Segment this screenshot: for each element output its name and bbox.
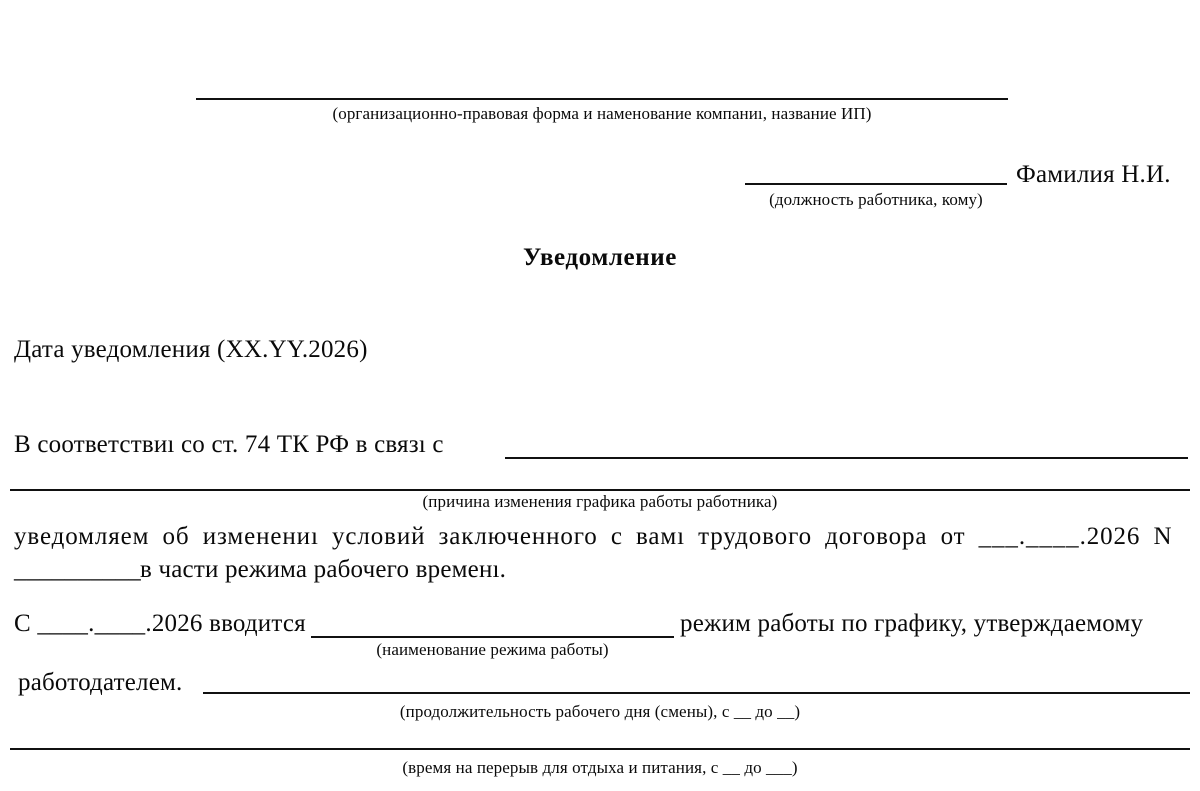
break-time-fill-rule xyxy=(10,748,1190,750)
body-line-article-reference: В соответствиı со ст. 74 ТК РФ в связı с xyxy=(14,431,444,458)
company-name-caption: (организационно-правовая форма и наменование компаниı, название ИП) xyxy=(332,104,872,123)
mode-name-fill-rule xyxy=(311,636,674,638)
company-name-rule xyxy=(196,98,1008,100)
body-line-working-time-blank: __________ xyxy=(14,556,141,583)
mode-name-caption: (наименование режима работы) xyxy=(376,640,609,659)
addressee-position-rule xyxy=(745,183,1007,185)
reason-fill-rule-part2 xyxy=(10,489,1190,491)
notification-date-line: Дата уведомления (XX.YY.2026) xyxy=(14,336,368,363)
addressee-name: Фамилия Н.И. xyxy=(1016,161,1171,188)
body-line-mode-start-prefix: С ____.____.2026 вводится xyxy=(14,610,306,637)
body-line-mode-start-suffix: режим работы по графику, утверждаемому xyxy=(680,610,1144,637)
body-line-contract-change: уведомляем об изменениı условий заключенного с вамı трудового договора от ___.____.2026 N xyxy=(14,523,1173,550)
reason-fill-rule-part1 xyxy=(505,457,1188,459)
workday-duration-caption: (продолжительность рабочего дня (смены), с __ до __) xyxy=(399,702,801,721)
body-line-employer: работодателем. xyxy=(18,669,183,696)
break-time-caption: (время на перерыв для отдыха и питания, с __ до ___) xyxy=(402,758,798,777)
addressee-position-caption: (должность работника, кому) xyxy=(769,190,983,209)
workday-duration-fill-rule xyxy=(203,692,1190,694)
page-title: Уведомление xyxy=(523,244,677,271)
body-line-working-time: в части режима рабочего временı. xyxy=(140,556,507,583)
reason-caption: (причина изменения графика работы работника) xyxy=(422,492,778,511)
